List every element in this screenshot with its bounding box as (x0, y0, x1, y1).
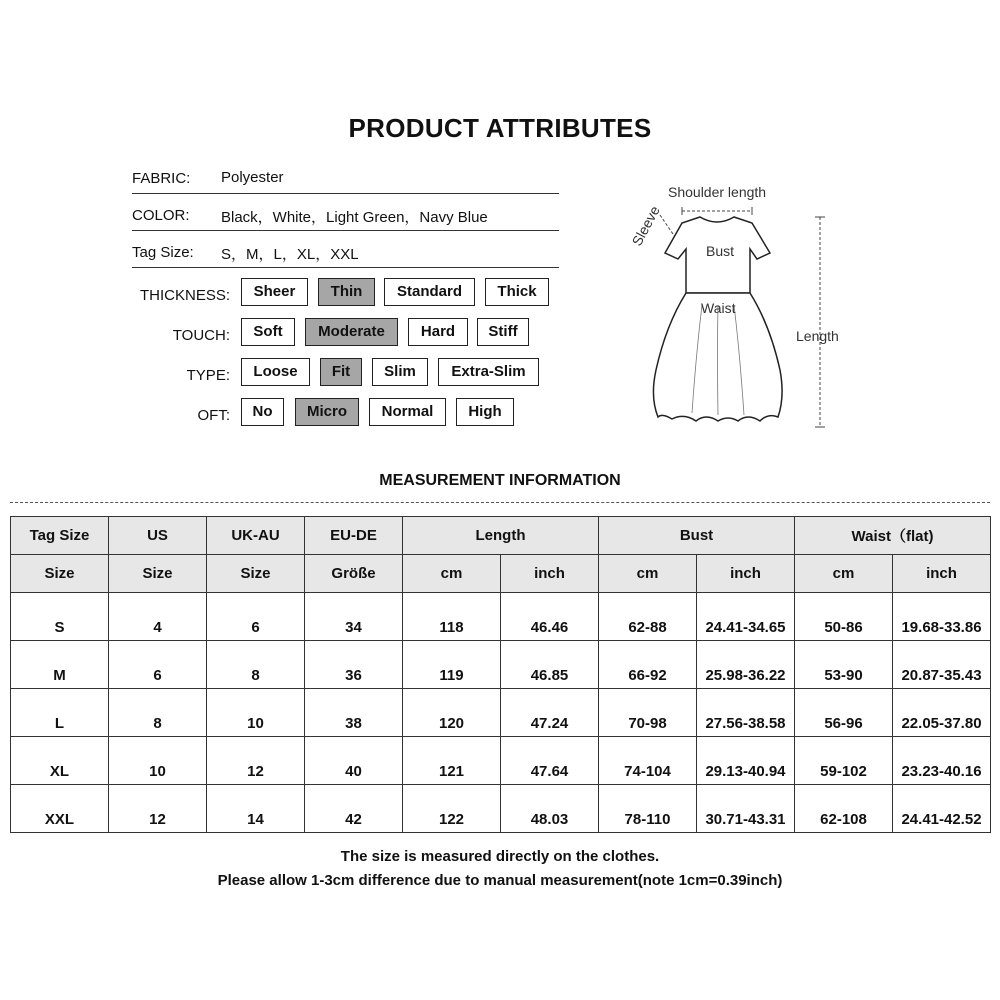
option-chip[interactable]: Moderate (305, 318, 398, 346)
table-cell: 14 (207, 785, 305, 833)
table-cell: 38 (305, 689, 403, 737)
table-cell: 122 (403, 785, 501, 833)
option-chip[interactable]: High (456, 398, 514, 426)
subheader-cell: cm (599, 555, 697, 593)
attr-label: COLOR: (132, 207, 190, 224)
option-group-touch (0, 318, 600, 346)
option-chip[interactable]: Slim (372, 358, 428, 386)
table-cell: 66-92 (599, 641, 697, 689)
table-row (11, 641, 991, 689)
table-cell: 27.56-38.58 (697, 689, 795, 737)
attr-value: Black，White，Light Green，Navy Blue (221, 209, 488, 226)
option-chip[interactable]: Stiff (477, 318, 529, 346)
option-chip[interactable]: Hard (408, 318, 468, 346)
table-row (11, 593, 991, 641)
attr-row-fabric (132, 157, 559, 194)
attr-row-color (132, 194, 559, 231)
header-cell: Tag Size (11, 517, 109, 555)
table-cell: 24.41-34.65 (697, 593, 795, 641)
waist-label: Waist (701, 300, 736, 316)
length-label: Length (796, 328, 839, 344)
table-cell: 10 (109, 737, 207, 785)
table-cell: 50-86 (795, 593, 893, 641)
table-cell: 46.85 (501, 641, 599, 689)
table-row (11, 737, 991, 785)
table-subheader-row (11, 555, 991, 593)
option-chip[interactable]: Loose (241, 358, 310, 386)
table-cell: 8 (109, 689, 207, 737)
option-chip[interactable]: Extra-Slim (438, 358, 539, 386)
bust-label: Bust (706, 243, 735, 259)
table-cell: 24.41-42.52 (893, 785, 991, 833)
subheader-cell: inch (501, 555, 599, 593)
subheader-cell: Größe (305, 555, 403, 593)
sleeve-measure-line (660, 215, 675, 237)
table-cell: 78-110 (599, 785, 697, 833)
table-cell: XL (11, 737, 109, 785)
table-cell: 46.46 (501, 593, 599, 641)
attr-value: Polyester (221, 169, 284, 186)
table-cell: S (11, 593, 109, 641)
size-table (10, 516, 991, 833)
option-chip[interactable]: Micro (295, 398, 359, 426)
attr-row-tag-size (132, 231, 559, 268)
table-cell: 10 (207, 689, 305, 737)
table-cell: 23.23-40.16 (893, 737, 991, 785)
option-group-label: THICKNESS: (139, 287, 230, 304)
header-cell: EU-DE (305, 517, 403, 555)
attr-value: S，M，L，XL，XXL (221, 246, 359, 263)
measurement-title: MEASUREMENT INFORMATION (379, 472, 621, 489)
table-cell: 6 (109, 641, 207, 689)
header-cell: UK-AU (207, 517, 305, 555)
table-cell: 4 (109, 593, 207, 641)
table-header-row (11, 517, 991, 555)
table-cell: 12 (207, 737, 305, 785)
shoulder-length-label: Shoulder length (668, 184, 767, 200)
option-group-thickness (0, 278, 600, 306)
table-cell: 120 (403, 689, 501, 737)
header-cell: Length (403, 517, 599, 555)
sleeve-label: Sleeve (628, 203, 663, 249)
subheader-cell: inch (893, 555, 991, 593)
table-cell: 62-88 (599, 593, 697, 641)
subheader-cell: Size (11, 555, 109, 593)
header-cell: Waist（flat) (795, 517, 991, 555)
option-chip[interactable]: Soft (241, 318, 295, 346)
subheader-cell: Size (109, 555, 207, 593)
table-cell: 118 (403, 593, 501, 641)
table-cell: 56-96 (795, 689, 893, 737)
subheader-cell: Size (207, 555, 305, 593)
table-cell: 8 (207, 641, 305, 689)
table-row (11, 689, 991, 737)
table-cell: 34 (305, 593, 403, 641)
table-cell: 42 (305, 785, 403, 833)
option-chip[interactable]: Normal (369, 398, 446, 426)
table-cell: 12 (109, 785, 207, 833)
note-line: Please allow 1-3cm difference due to manual measurement(note 1cm=0.39inch) (217, 872, 783, 889)
table-cell: 48.03 (501, 785, 599, 833)
table-cell: 22.05-37.80 (893, 689, 991, 737)
table-cell: 36 (305, 641, 403, 689)
table-cell: 47.64 (501, 737, 599, 785)
table-cell: M (11, 641, 109, 689)
table-cell: 25.98-36.22 (697, 641, 795, 689)
table-cell: L (11, 689, 109, 737)
attr-label: Tag Size: (132, 244, 194, 261)
table-cell: XXL (11, 785, 109, 833)
subheader-cell: cm (795, 555, 893, 593)
table-cell: 40 (305, 737, 403, 785)
page-title: PRODUCT ATTRIBUTES (348, 113, 652, 143)
table-cell: 70-98 (599, 689, 697, 737)
option-chip[interactable]: No (241, 398, 284, 426)
table-cell: 53-90 (795, 641, 893, 689)
option-group-label: TYPE: (186, 367, 230, 384)
option-group-label: TOUCH: (172, 327, 230, 344)
table-cell: 29.13-40.94 (697, 737, 795, 785)
option-group-type (0, 358, 600, 386)
table-row (11, 785, 991, 833)
table-cell: 30.71-43.31 (697, 785, 795, 833)
table-cell: 62-108 (795, 785, 893, 833)
table-cell: 6 (207, 593, 305, 641)
table-cell: 121 (403, 737, 501, 785)
table-cell: 47.24 (501, 689, 599, 737)
header-cell: Bust (599, 517, 795, 555)
header-cell: US (109, 517, 207, 555)
subheader-cell: cm (403, 555, 501, 593)
option-group-label: OFT: (197, 407, 230, 424)
option-chip[interactable]: Thick (485, 278, 549, 306)
option-chip[interactable]: Sheer (241, 278, 308, 306)
table-cell: 119 (403, 641, 501, 689)
subheader-cell: inch (697, 555, 795, 593)
dress-diagram (620, 175, 850, 440)
table-cell: 59-102 (795, 737, 893, 785)
option-chip[interactable]: Fit (320, 358, 362, 386)
table-cell: 19.68-33.86 (893, 593, 991, 641)
option-group-oft (0, 398, 600, 426)
table-cell: 74-104 (599, 737, 697, 785)
table-cell: 20.87-35.43 (893, 641, 991, 689)
attr-label: FABRIC: (132, 170, 191, 187)
option-chip[interactable]: Thin (318, 278, 375, 306)
note-line: The size is measured directly on the clothes. (340, 848, 660, 865)
option-chip[interactable]: Standard (384, 278, 475, 306)
dashed-divider (10, 502, 990, 503)
